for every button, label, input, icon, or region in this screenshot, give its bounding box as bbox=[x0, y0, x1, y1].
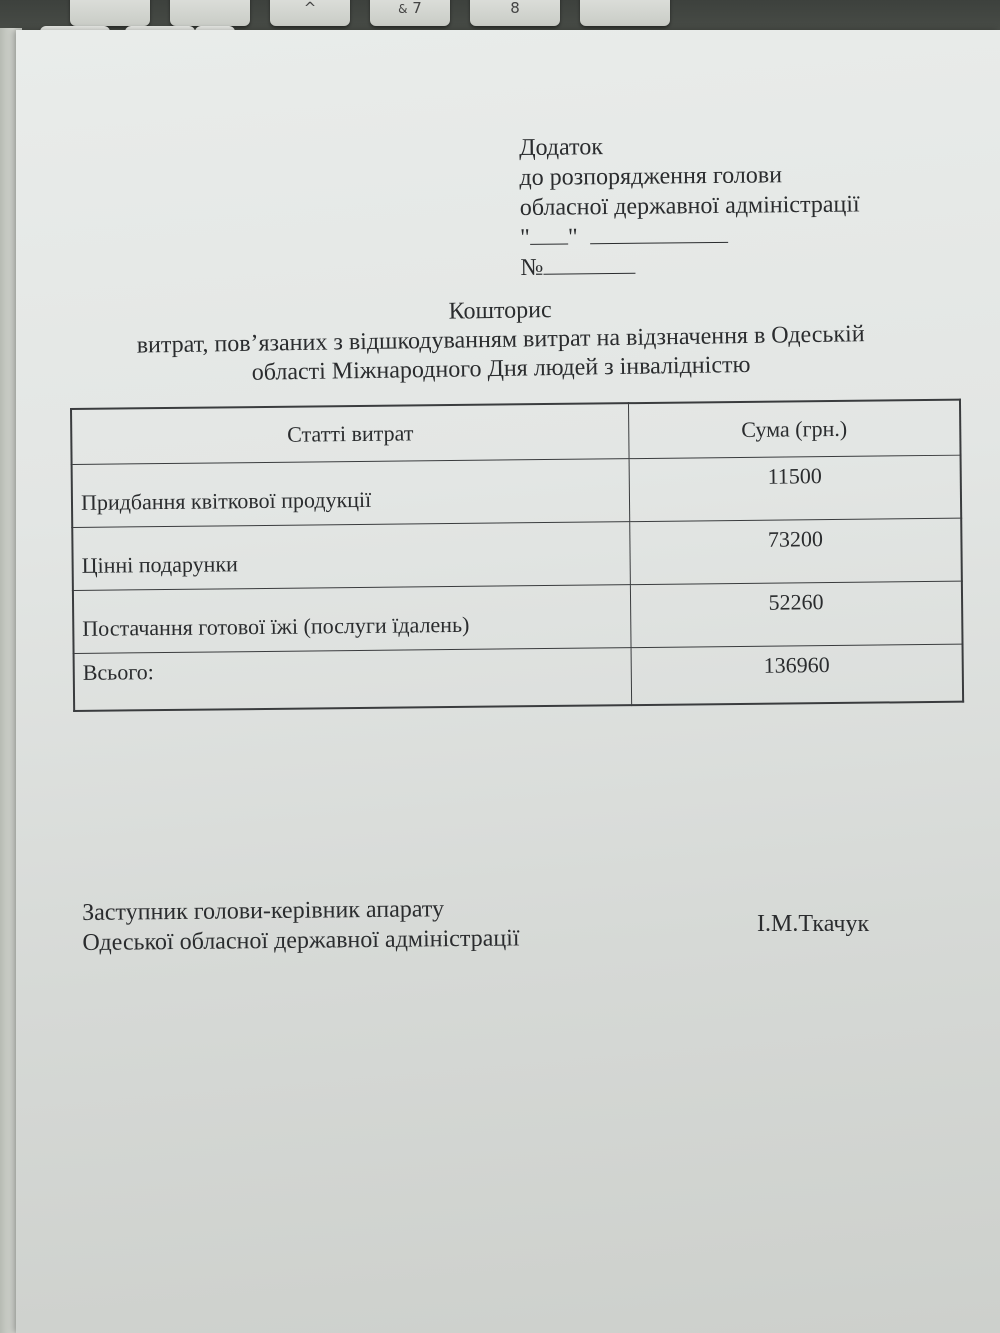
annex-line-1: до розпорядження голови bbox=[519, 162, 783, 191]
table-row bbox=[72, 518, 962, 590]
keyboard-key-symbol: & bbox=[398, 2, 408, 16]
total-label: Всього: bbox=[74, 648, 632, 711]
annex-title: Додаток bbox=[519, 134, 604, 161]
total-sum: 136960 bbox=[631, 644, 963, 705]
row-item: Цінні подарунки bbox=[72, 522, 630, 591]
keyboard-key-digit: 7 bbox=[412, 0, 422, 17]
row-item: Придбання квіткової продукції bbox=[72, 459, 630, 528]
table-row bbox=[73, 581, 963, 653]
keyboard-key: ^ bbox=[270, 0, 350, 26]
date-month-blank bbox=[590, 224, 728, 244]
annex-header bbox=[519, 129, 860, 283]
budget-table-wrapper bbox=[70, 399, 968, 712]
keyboard-key bbox=[370, 0, 450, 26]
number-blank bbox=[543, 255, 635, 275]
signer-name: І.М.Ткачук bbox=[757, 911, 870, 937]
date-quote-close: " bbox=[567, 224, 578, 251]
row-item: Постачання готової їжі (послуги їдалень) bbox=[73, 585, 631, 654]
signature-position bbox=[82, 893, 520, 958]
estimate-title: Кошторис bbox=[448, 297, 552, 325]
keyboard-key bbox=[580, 0, 670, 26]
row-sum: 73200 bbox=[630, 518, 962, 584]
budget-table bbox=[70, 399, 964, 712]
table-total-row bbox=[74, 644, 964, 711]
table-row bbox=[72, 455, 962, 527]
keyboard-key: 8 bbox=[470, 0, 560, 26]
estimate-title-block bbox=[110, 291, 891, 390]
date-day-blank bbox=[530, 225, 568, 244]
signature-position-line-2: Одеської обласної державної адміністрації bbox=[82, 925, 520, 956]
annex-date-line bbox=[520, 219, 860, 253]
keyboard-key bbox=[170, 0, 250, 26]
keyboard-key bbox=[70, 0, 150, 26]
header-item: Статті витрат bbox=[71, 403, 629, 464]
date-quote-open: " bbox=[519, 224, 531, 251]
table-header-row bbox=[71, 400, 961, 465]
estimate-subtitle-line-2: області Міжнародного Дня людей з інвалідністю bbox=[251, 351, 751, 386]
row-sum: 52260 bbox=[630, 581, 962, 647]
number-sign: № bbox=[520, 254, 544, 281]
estimate-subtitle-line-1: витрат, пов’язаних з відшкодуванням витрат на відзначення в Одеській bbox=[136, 321, 865, 359]
header-sum: Сума (грн.) bbox=[628, 400, 960, 459]
row-sum: 11500 bbox=[629, 455, 961, 521]
annex-line-2: обласної державної адміністрації bbox=[519, 191, 860, 221]
annex-number-line bbox=[520, 249, 860, 283]
signature-position-line-1: Заступник голови-керівник апарату bbox=[82, 896, 445, 926]
